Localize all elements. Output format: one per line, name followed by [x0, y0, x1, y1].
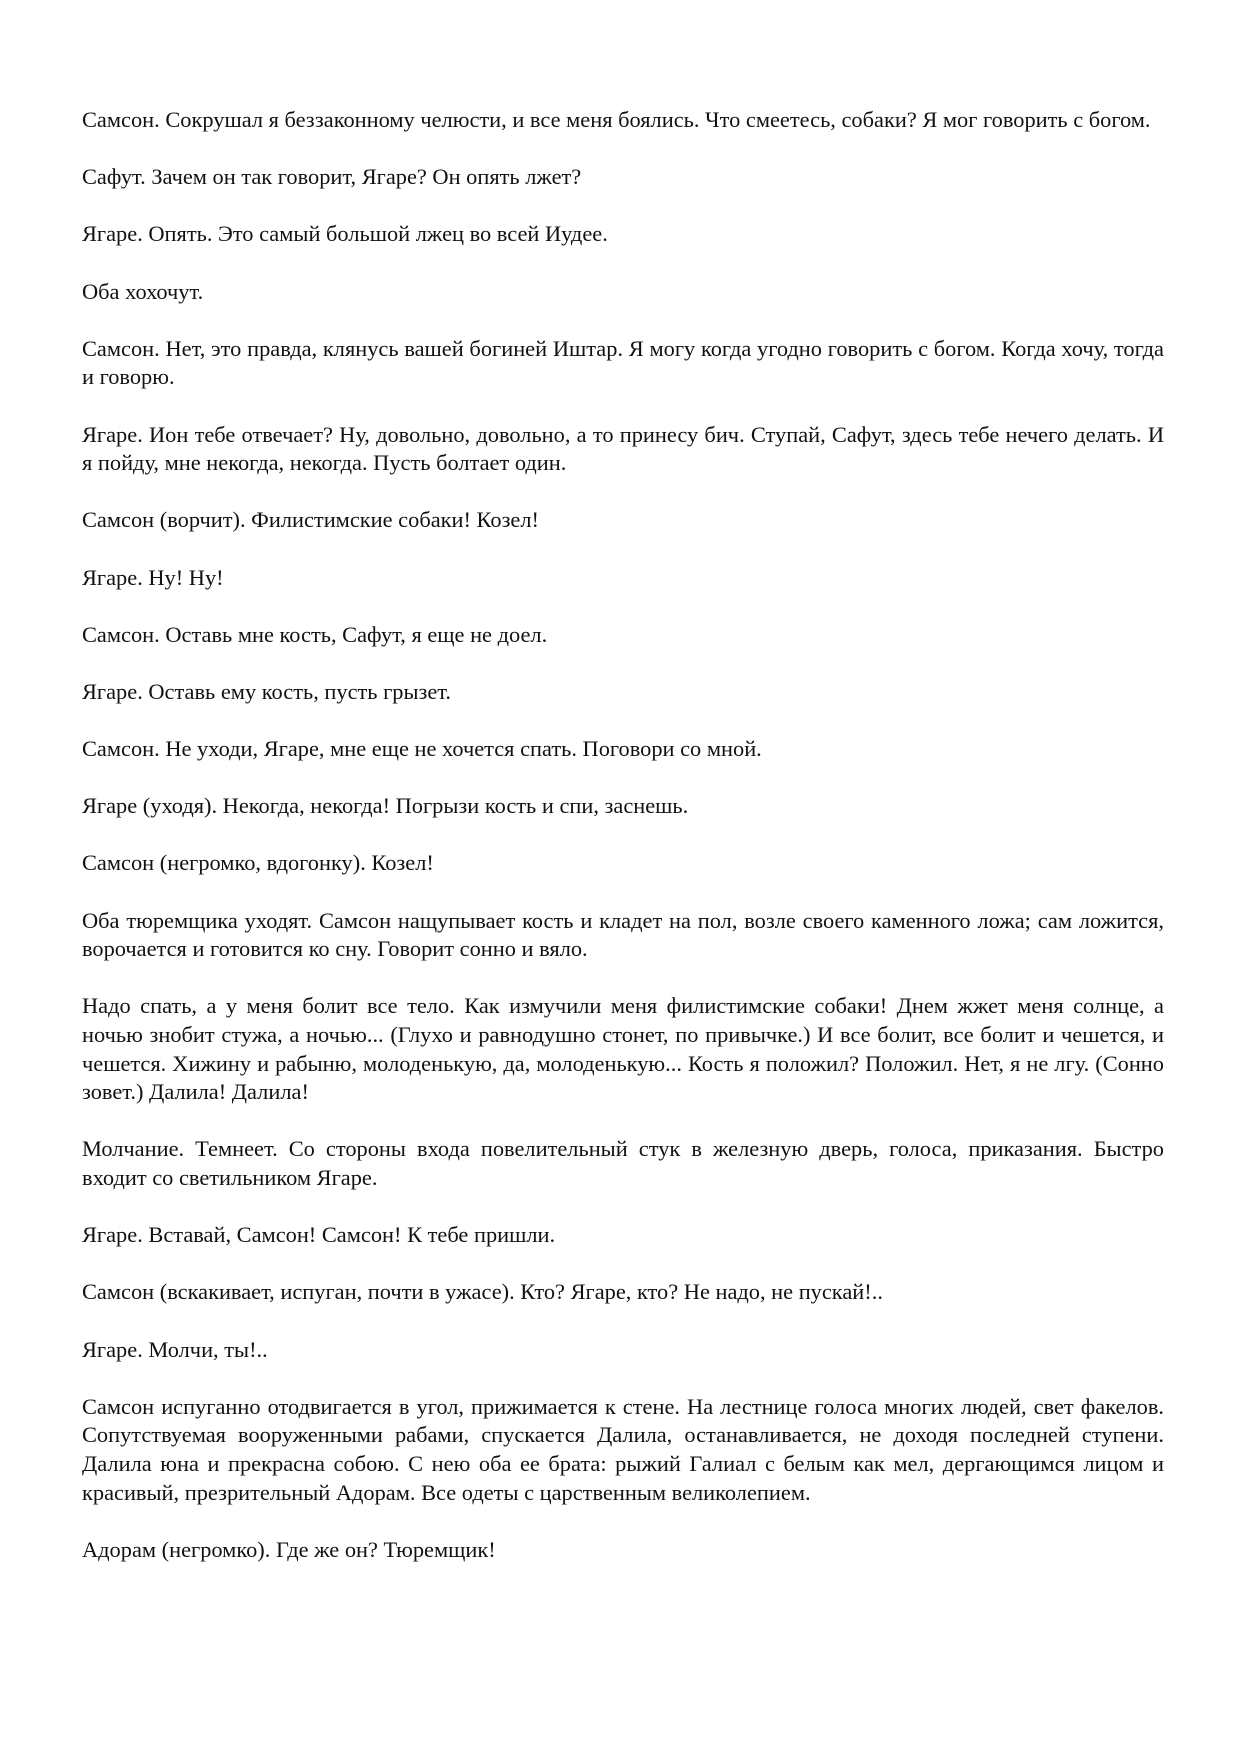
- paragraph: Ягаре. Вставай, Самсон! Самсон! К тебе пришли.: [82, 1222, 556, 1248]
- paragraph: Ягаре. Опять. Это самый большой лжец во всей Иудее.: [82, 221, 608, 247]
- paragraph: Ягаре. Ион тебе отвечает? Ну, довольно, довольно, а то принесу бич. Ступай, Сафут, здесь тебе нечего делать. И я пойду, мне некогда, некогда. Пусть болтает один.: [82, 421, 1164, 476]
- paragraph: Самсон (вскакивает, испуган, почти в ужасе). Кто? Ягаре, кто? Не надо, не пускай!..: [82, 1279, 883, 1305]
- document-page: [82, 106, 1164, 1593]
- paragraph: Самсон. Оставь мне кость, Сафут, я еще не доел.: [82, 621, 548, 647]
- paragraph: Самсон (ворчит). Филистимские собаки! Козел!: [82, 507, 539, 533]
- paragraph: Самсон (негромко, вдогонку). Козел!: [82, 850, 434, 876]
- paragraph: Ягаре. Оставь ему кость, пусть грызет.: [82, 678, 452, 704]
- paragraph: Ягаре (уходя). Некогда, некогда! Погрызи кость и спи, заснешь.: [82, 793, 689, 819]
- paragraph: Ягаре. Молчи, ты!..: [82, 1336, 268, 1362]
- paragraph: Самсон. Нет, это правда, клянусь вашей богиней Иштар. Я могу когда угодно говорить с богом. Когда хочу, тогда и говорю.: [82, 335, 1164, 390]
- paragraph: Самсон. Сокрушал я беззаконному челюсти, и все меня боялись. Что смеетесь, собаки? Я мог говорить с богом.: [82, 107, 1151, 132]
- stage-direction: Оба хохочут.: [82, 278, 204, 304]
- stage-direction: Молчание. Темнеет. Со стороны входа повелительный стук в железную дверь, голоса, приказания. Быстро входит со светильником Ягаре.: [82, 1136, 1164, 1190]
- stage-direction: Оба тюремщика уходят. Самсон нащупывает кость и кладет на пол, возле своего каменного ложа; сам ложится, ворочается и готовится ко сну. Говорит сонно и вяло.: [82, 907, 1164, 962]
- paragraph: Сафут. Зачем он так говорит, Ягаре? Он опять лжет?: [82, 164, 582, 190]
- paragraph: Надо спать, а у меня болит все тело. Как измучили меня филистимские собаки! Днем жжет меня солнце, а ночью знобит стужа, а ночью... (Глухо и равнодушно стонет, по привычке.) И все болит, все болит и чешется, и чешется. Хижину и рабыню, молоденькую, да, молоденькую... Кость я положил? Положил. Нет, я не лгу. (Сонно зовет.) Далила! Далила!: [82, 993, 1164, 1105]
- paragraph: Самсон. Не уходи, Ягаре, мне еще не хочется спать. Поговори со мной.: [82, 736, 762, 762]
- paragraph: Адорам (негромко). Где же он? Тюремщик!: [82, 1536, 496, 1562]
- paragraph: Ягаре. Ну! Ну!: [82, 564, 224, 590]
- stage-direction: Самсон испуганно отодвигается в угол, прижимается к стене. На лестнице голоса многих людей, свет факелов. Сопутствуемая вооруженными рабами, спускается Далила, останавливается, не доходя последней ступени. Далила юна и прекрасна собою. С нею оба ее брата: рыжий Галиал с белым как мел, дергающимся лицом и красивый, презрительный Адорам. Все одеты с царственным великолепием.: [82, 1393, 1164, 1505]
